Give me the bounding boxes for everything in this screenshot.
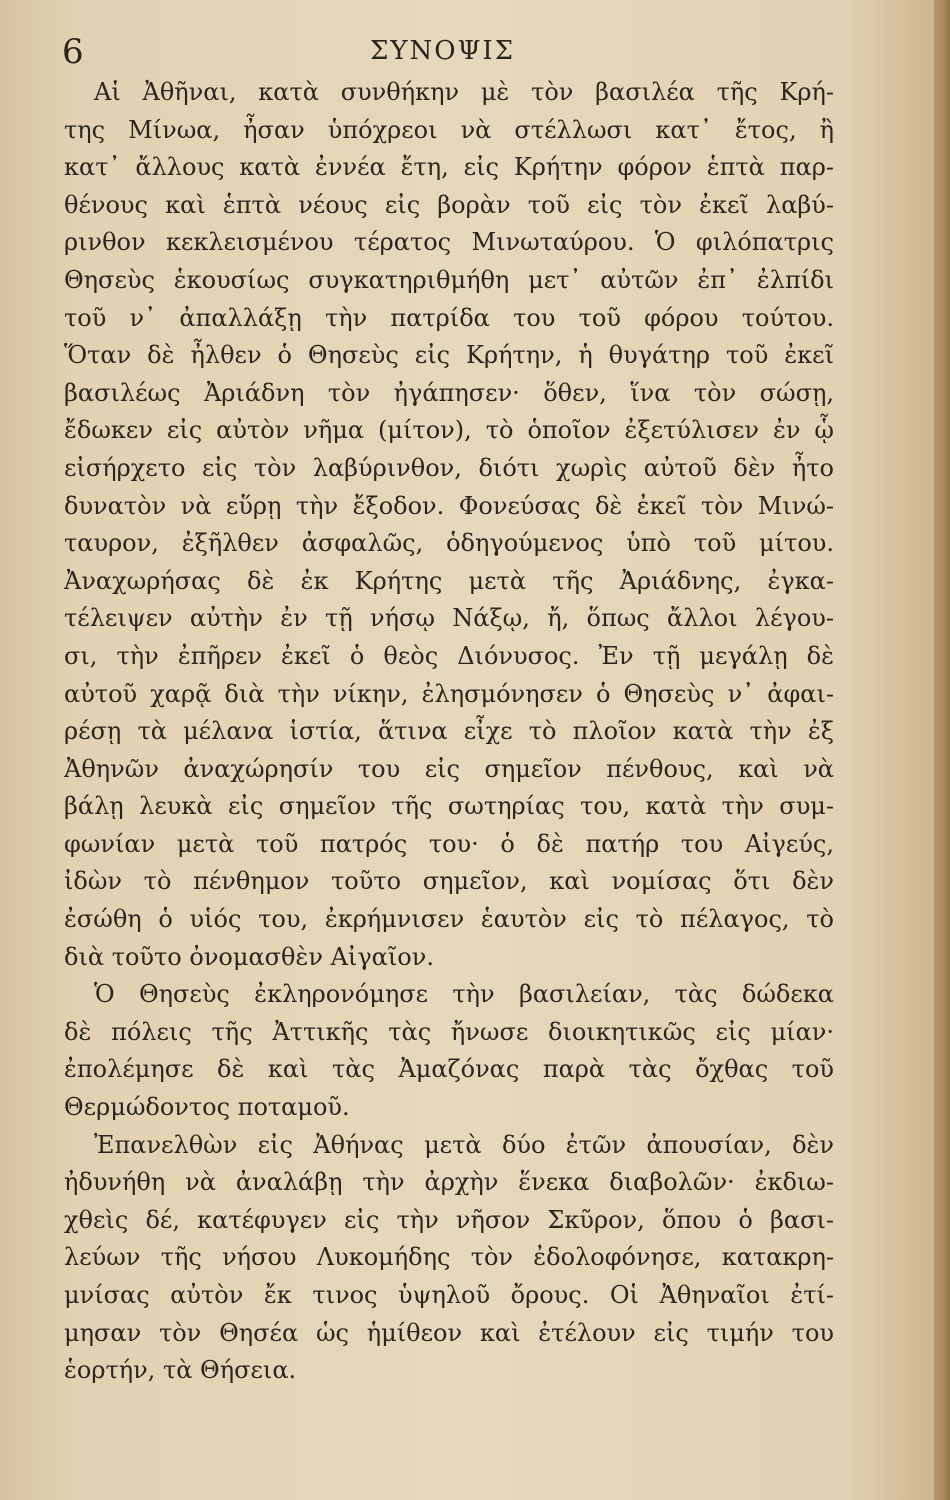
running-head-title: ΣΥΝΟΨΙΣ [370, 36, 516, 66]
text-line: ἑορτήν, τὰ Θήσεια. [64, 1356, 297, 1385]
text-line: ἰδὼν τὸ πένθημον τοῦτο σημεῖον, καὶ νομίσας ὅτι δὲν [64, 867, 834, 896]
text-line: εἰσήρχετο εἰς τὸν λαβύρινθον, διότι χωρὶς αὐτοῦ δὲν ἦτο [64, 453, 834, 482]
text-line: αὐτοῦ χαρᾷ διὰ τὴν νίκην, ἐλησμόνησεν ὁ Θησεὺς ν᾽ ἀφαι- [64, 679, 834, 708]
text-line: ἔδωκεν εἰς αὐτὸν νῆμα (μίτον), τὸ ὁποῖον ἐξετύλισεν ἐν ᾧ [64, 416, 834, 445]
text-line: μνίσας αὐτὸν ἔκ τινος ὑψηλοῦ ὄρους. Οἱ Ἀθηναῖοι ἐτί- [64, 1281, 834, 1309]
text-line: Θησεὺς ἑκουσίως συγκατηριθμήθη μετ᾽ αὐτῶν ἐπ᾽ ἐλπίδι [64, 265, 834, 294]
text-line: τέλειψεν αὐτὴν ἐν τῇ νήσῳ Νάξῳ, ἤ, ὅπως ἄλλοι λέγου- [64, 604, 834, 633]
text-line: Θερμώδοντος ποταμοῦ. [64, 1093, 350, 1122]
text-line: ταυρον, ἐξῆλθεν ἀσφαλῶς, ὁδηγούμενος ὑπὸ τοῦ μίτου. [64, 529, 834, 558]
text-line: θένους καὶ ἑπτὰ νέους εἰς βορὰν τοῦ εἰς τὸν ἐκεῖ λαβύ- [64, 190, 834, 219]
text-line: Ὁ Θησεὺς ἐκληρονόμησε τὴν βασιλείαν, τὰς δώδεκα [94, 980, 834, 1009]
text-line: ἐσώθη ὁ υἱός του, ἐκρήμνισεν ἑαυτὸν εἰς τὸ πέλαγος, τὸ [64, 905, 834, 934]
text-line: δὲ πόλεις τῆς Ἀττικῆς τὰς ἤνωσε διοικητικῶς εἰς μίαν· [64, 1017, 834, 1046]
text-line: διὰ τοῦτο ὀνομασθὲν Αἰγαῖον. [64, 942, 434, 971]
text-line: ἐπολέμησε δὲ καὶ τὰς Ἀμαζόνας παρὰ τὰς ὄχθας τοῦ [64, 1055, 834, 1084]
text-line: Ὅταν δὲ ἦλθεν ὁ Θησεὺς εἰς Κρήτην, ἡ θυγάτηρ τοῦ ἐκεῖ [64, 341, 834, 370]
body-text [64, 74, 834, 1390]
paragraph-3 [64, 1127, 834, 1390]
page-number: 6 [62, 32, 84, 72]
text-line: της Μίνωα, ἦσαν ὑπόχρεοι νὰ στέλλωσι κατ᾽ ἔτος, ἢ [64, 115, 834, 144]
text-line: δυνατὸν νὰ εὕρῃ τὴν ἔξοδον. Φονεύσας δὲ ἐκεῖ τὸν Μινώ- [64, 491, 834, 520]
text-line: τοῦ ν᾽ ἀπαλλάξῃ τὴν πατρίδα του τοῦ φόρου τούτου. [64, 303, 834, 332]
text-line: βασιλέως Ἀριάδνη τὸν ἠγάπησεν· ὅθεν, ἵνα τὸν σώσῃ, [64, 378, 834, 407]
paragraph-2 [64, 976, 834, 1126]
text-line: ἠδυνήθη νὰ ἀναλάβῃ τὴν ἀρχὴν ἕνεκα διαβολῶν· ἐκδιω- [64, 1168, 834, 1197]
text-line: κατ᾽ ἄλλους κατὰ ἐννέα ἔτη, εἰς Κρήτην φόρον ἑπτὰ παρ- [64, 153, 834, 182]
page-edge [934, 0, 950, 1500]
paragraph-1 [64, 74, 834, 976]
text-line: λεύων τῆς νήσου Λυκομήδης τὸν ἐδολοφόνησε, κατακρη- [64, 1243, 834, 1272]
running-head [0, 28, 935, 72]
text-line: ρέσῃ τὰ μέλανα ἱστία, ἅτινα εἶχε τὸ πλοῖον κατὰ τὴν ἐξ [64, 717, 834, 746]
text-line: Ἀθηνῶν ἀναχώρησίν του εἰς σημεῖον πένθους, καὶ νὰ [64, 754, 834, 783]
text-line: σι, τὴν ἐπῆρεν ἐκεῖ ὁ θεὸς Διόνυσος. Ἐν τῇ μεγάλῃ δὲ [64, 641, 834, 670]
text-line: ρινθον κεκλεισμένου τέρατος Μινωταύρου. Ὁ φιλόπατρις [64, 228, 834, 257]
text-line: μησαν τὸν Θησέα ὡς ἡμίθεον καὶ ἐτέλουν εἰς τιμήν του [64, 1318, 834, 1347]
text-line: χθεὶς δέ, κατέφυγεν εἰς τὴν νῆσον Σκῦρον, ὅπου ὁ βασι- [64, 1205, 834, 1234]
text-line: Ἐπανελθὼν εἰς Ἀθήνας μετὰ δύο ἐτῶν ἀπουσίαν, δὲν [94, 1130, 834, 1159]
text-line: Ἀναχωρήσας δὲ ἐκ Κρήτης μετὰ τῆς Ἀριάδνης, ἐγκα- [64, 566, 834, 595]
text-line: βάλῃ λευκὰ εἰς σημεῖον τῆς σωτηρίας του, κατὰ τὴν συμ- [64, 792, 834, 821]
text-line: Αἱ Ἀθῆναι, κατὰ συνθήκην μὲ τὸν βασιλέα τῆς Κρή- [94, 78, 834, 106]
text-line: φωνίαν μετὰ τοῦ πατρός του· ὁ δὲ πατήρ του Αἰγεύς, [64, 829, 834, 858]
